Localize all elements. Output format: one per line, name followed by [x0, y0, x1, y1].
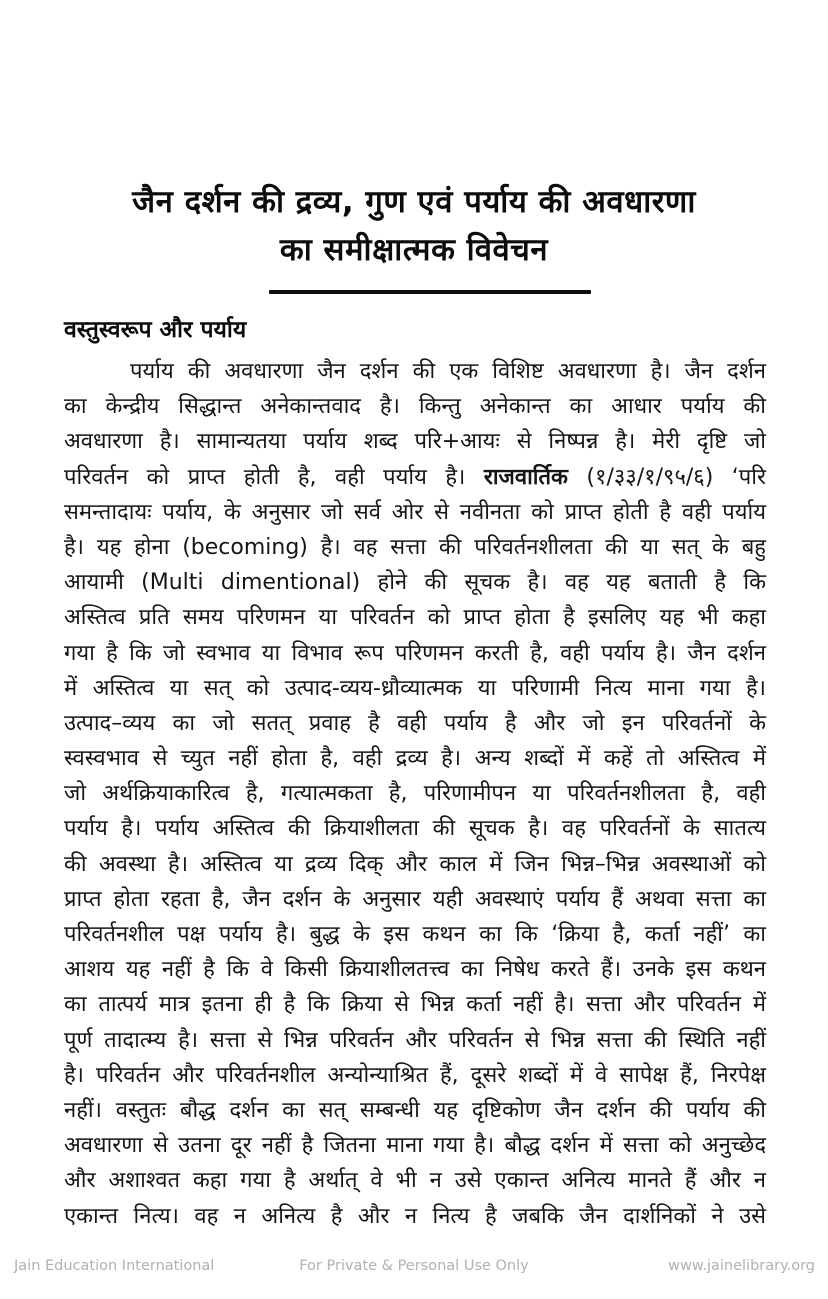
- paragraph-line: समन्तादायः पर्याय, के अनुसार जो सर्व ओर से नवीनता को प्राप्त होती है वही पर्याय: [64, 499, 766, 525]
- paragraph: [64, 354, 766, 1234]
- paragraph-line: का तात्पर्य मात्र इतना ही है कि क्रिया से भिन्न कर्ता नहीं है। सत्ता और परिवर्तन में: [64, 992, 766, 1018]
- paragraph-line: पूर्ण तादात्म्य है। सत्ता से भिन्न परिवर्तन और परिवर्तन से भिन्न सत्ता की स्थिति नहीं: [64, 1027, 766, 1053]
- paragraph-line: प्राप्त होता रहता है, जैन दर्शन के अनुसार यही अवस्थाएं पर्याय हैं अथवा सत्ता का: [64, 886, 766, 912]
- paragraph-line: की अवस्था है। अस्तित्व या द्रव्य दिक् और काल में जिन भिन्न–भिन्न अवस्थाओं को: [64, 851, 766, 877]
- paragraph-line: का केन्द्रीय सिद्धान्त अनेकान्तवाद है। किन्तु अनेकान्त का आधार पर्याय की: [64, 394, 766, 420]
- title-underline: [269, 290, 591, 294]
- document-title: [0, 178, 828, 294]
- title-line-1: जैन दर्शन की द्रव्य, गुण एवं पर्याय की अवधारणा: [132, 184, 696, 220]
- paragraph-line: है। यह होना (becoming) है। वह सत्ता की परिवर्तनशीलता की या सत् के बहु: [64, 534, 766, 560]
- paragraph-line: परिवर्तन को प्राप्त होती है, वही पर्याय है। राजवार्तिक (१/३३/१/९५/६) ‘परि: [64, 464, 766, 490]
- paragraph-line: गया है कि जो स्वभाव या विभाव रूप परिणमन करती है, वही पर्याय है। जैन दर्शन: [64, 640, 766, 666]
- paragraph-line: अवधारणा से उतना दूर नहीं है जितना माना गया है। बौद्ध दर्शन में सत्ता को अनुच्छेद: [64, 1133, 766, 1159]
- page-footer: [0, 1258, 828, 1282]
- footer-website: www.jainelibrary.org: [668, 1258, 815, 1274]
- paragraph-line: एकान्त नित्य। वह न अनित्य है और न नित्य है जबकि जैन दार्शनिकों ने उसे: [64, 1203, 766, 1229]
- paragraph-line: परिवर्तनशील पक्ष पर्याय है। बुद्ध के इस कथन का कि ‘क्रिया है, कर्ता नहीं’ का: [64, 922, 766, 947]
- footer-publisher: Jain Education International: [14, 1258, 215, 1274]
- footer-usage-note: For Private & Personal Use Only: [299, 1258, 529, 1274]
- paragraph-line: आयामी (Multi dimentional) होने की सूचक है। वह यह बताती है कि: [64, 570, 766, 596]
- paragraph-line: स्वस्वभाव से च्युत नहीं होता है, वही द्रव्य है। अन्य शब्दों में कहें तो अस्तित्व में: [64, 746, 766, 772]
- paragraph-line: उत्पाद–व्यय का जो सतत् प्रवाह है वही पर्याय है और जो इन परिवर्तनों के: [64, 710, 766, 736]
- paragraph-line: आशय यह नहीं है कि वे किसी क्रियाशीलतत्त्व का निषेध करते हैं। उनके इस कथन: [64, 957, 766, 983]
- paragraph-line: अवधारणा है। सामान्यतया पर्याय शब्द परि+आयः से निष्पन्न है। मेरी दृष्टि जो: [64, 429, 766, 455]
- paragraph-line: जो अर्थक्रियाकारित्व है, गत्यात्मकता है, परिणामीपन या परिवर्तनशीलता है, वही: [64, 781, 766, 807]
- paragraph-line: नहीं। वस्तुतः बौद्ध दर्शन का सत् सम्बन्धी यह दृष्टिकोण जैन दर्शन की पर्याय की: [64, 1097, 766, 1123]
- title-line-2: का समीक्षात्मक विवेचन: [279, 232, 549, 268]
- paragraph-line: और अशाश्वत कहा गया है अर्थात् वे भी न उसे एकान्त अनित्य मानते हैं और न: [64, 1168, 766, 1194]
- paragraph-line: पर्याय है। पर्याय अस्तित्व की क्रियाशीलता की सूचक है। वह परिवर्तनों के सातत्य: [64, 816, 766, 842]
- paragraph-line: है। परिवर्तन और परिवर्तनशील अन्योन्याश्रित हैं, दूसरे शब्दों में वे सापेक्ष हैं, निरपेक्ष: [64, 1062, 766, 1088]
- paragraph-line: अस्तित्व प्रति समय परिणमन या परिवर्तन को प्राप्त होता है इसलिए यह भी कहा: [64, 605, 766, 631]
- paragraph-line: में अस्तित्व या सत् को उत्पाद-व्यय-ध्रौव्यात्मक या परिणामी नित्य माना गया है।: [64, 675, 766, 701]
- paragraph-line: पर्याय की अवधारणा जैन दर्शन की एक विशिष्ट अवधारणा है। जैन दर्शन: [130, 359, 766, 384]
- section-heading: वस्तुस्वरूप और पर्याय: [64, 317, 247, 343]
- page-body: [64, 315, 766, 1234]
